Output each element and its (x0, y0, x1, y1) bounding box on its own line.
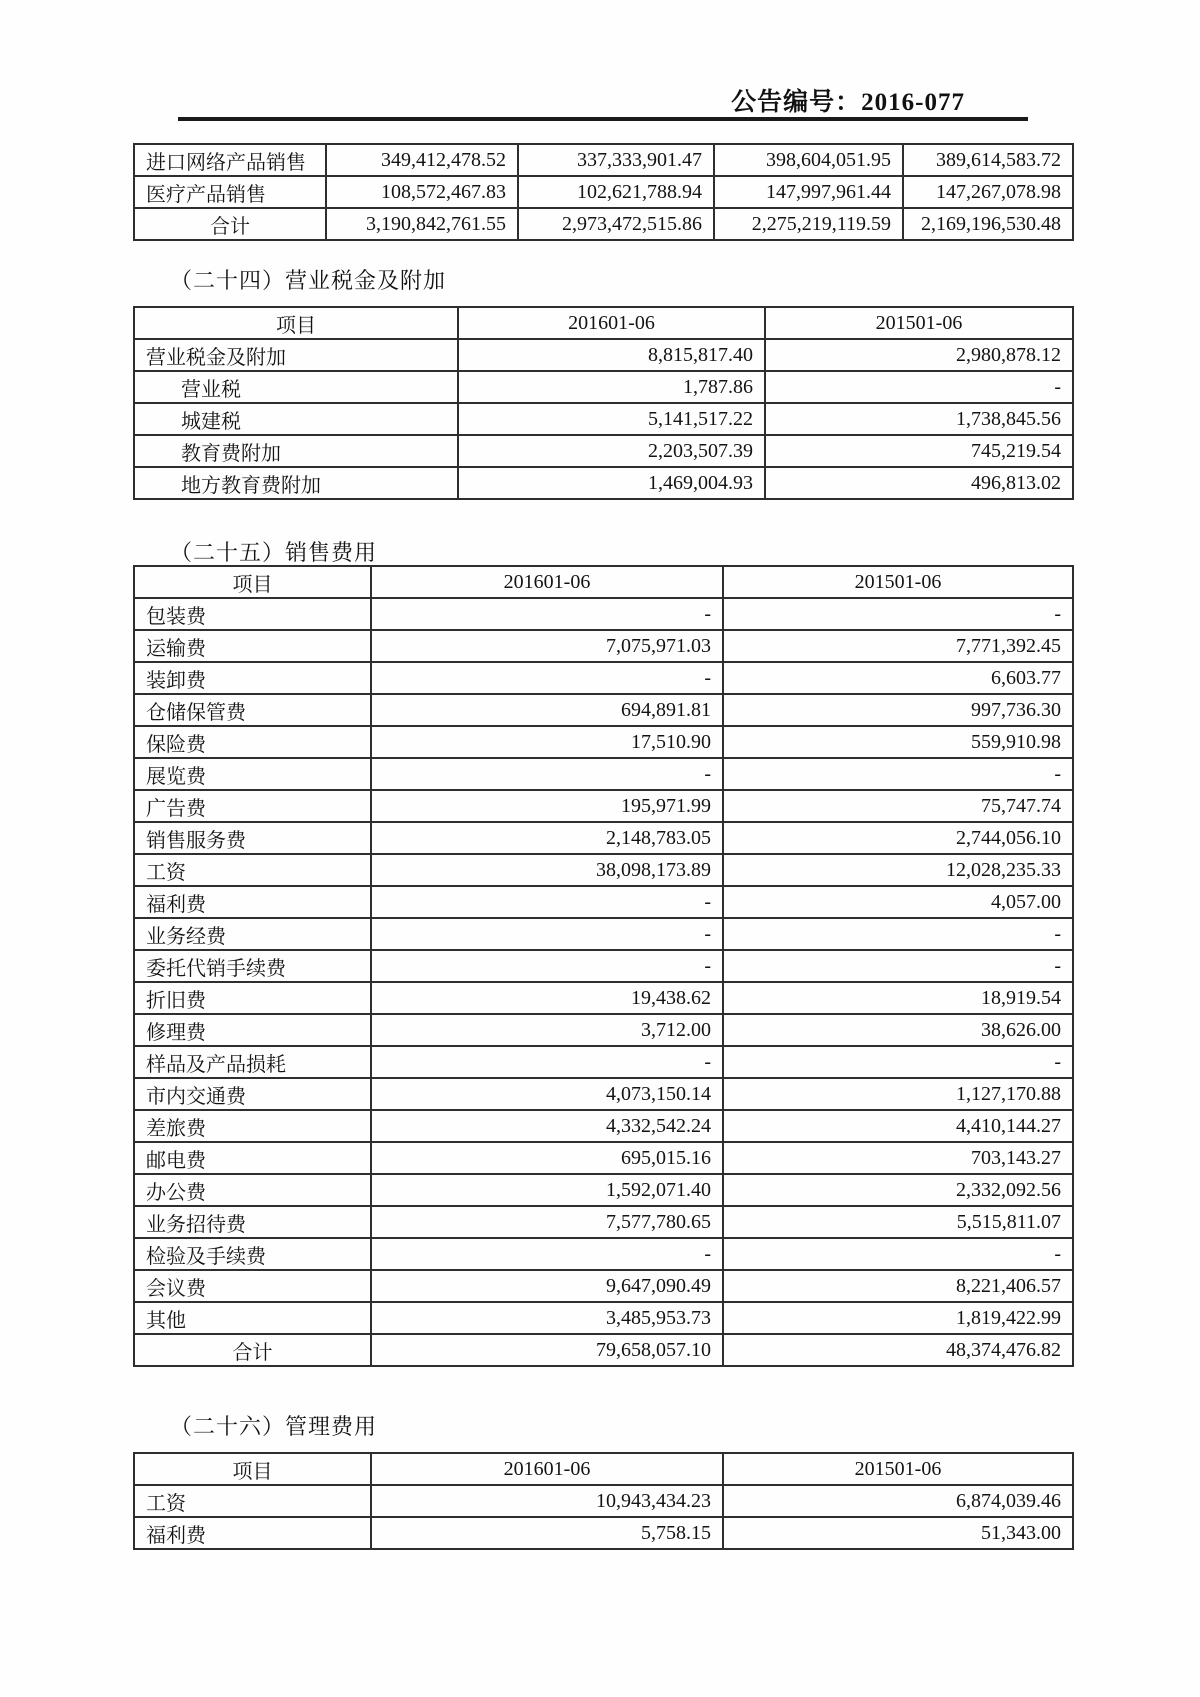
cell-value: 2,169,196,530.48 (903, 208, 1073, 240)
table-row (134, 1270, 1073, 1302)
cell-value: 997,736.30 (723, 694, 1073, 726)
table-row (134, 982, 1073, 1014)
announcement-number: 公告编号：2016-077 (731, 89, 965, 116)
revenue-continuation-table (133, 143, 1074, 241)
table-row (134, 1046, 1073, 1078)
row-label: 业务经费 (134, 918, 371, 950)
cell-value: 389,614,583.72 (903, 144, 1073, 176)
cell-value: 8,221,406.57 (723, 1270, 1073, 1302)
cell-value: 4,410,144.27 (723, 1110, 1073, 1142)
cell-value: 4,332,542.24 (371, 1110, 723, 1142)
section-title-business-tax: （二十四）营业税金及附加 (170, 268, 447, 293)
row-label: 合计 (134, 208, 326, 240)
cell-value: - (723, 950, 1073, 982)
table-row (134, 1302, 1073, 1334)
row-label: 工资 (134, 854, 371, 886)
row-label: 检验及手续费 (134, 1238, 371, 1270)
cell-value: 2,275,219,119.59 (714, 208, 903, 240)
table-row (134, 694, 1073, 726)
row-label: 营业税金及附加 (134, 339, 458, 371)
cell-value: 10,943,434.23 (371, 1485, 723, 1517)
table-row (134, 598, 1073, 630)
table-row (134, 1110, 1073, 1142)
cell-value: 2,332,092.56 (723, 1174, 1073, 1206)
cell-value: 51,343.00 (723, 1517, 1073, 1549)
table-row (134, 339, 1073, 371)
table-row (134, 1517, 1073, 1549)
cell-value: 496,813.02 (765, 467, 1073, 499)
cell-value: 7,771,392.45 (723, 630, 1073, 662)
cell-value: 38,626.00 (723, 1014, 1073, 1046)
table-row (134, 726, 1073, 758)
cell-value: - (371, 598, 723, 630)
table-row (134, 822, 1073, 854)
cell-value: 195,971.99 (371, 790, 723, 822)
table-row (134, 1078, 1073, 1110)
cell-value: - (371, 1238, 723, 1270)
cell-value: 9,647,090.49 (371, 1270, 723, 1302)
cell-value: 695,015.16 (371, 1142, 723, 1174)
row-label: 其他 (134, 1302, 371, 1334)
row-label: 包装费 (134, 598, 371, 630)
cell-value: 18,919.54 (723, 982, 1073, 1014)
cell-value: 1,787.86 (458, 371, 765, 403)
row-label: 委托代销手续费 (134, 950, 371, 982)
column-header: 项目 (134, 1453, 371, 1485)
cell-value: - (723, 1238, 1073, 1270)
cell-value: 2,973,472,515.86 (518, 208, 714, 240)
cell-value: 102,621,788.94 (518, 176, 714, 208)
cell-value: 7,577,780.65 (371, 1206, 723, 1238)
cell-value: - (723, 758, 1073, 790)
cell-value: 7,075,971.03 (371, 630, 723, 662)
cell-value: - (371, 758, 723, 790)
table-row (134, 918, 1073, 950)
cell-value: 2,203,507.39 (458, 435, 765, 467)
row-label: 销售服务费 (134, 822, 371, 854)
row-label: 教育费附加 (134, 435, 458, 467)
table-row (134, 790, 1073, 822)
cell-value: 147,267,078.98 (903, 176, 1073, 208)
cell-value: 75,747.74 (723, 790, 1073, 822)
cell-value: 3,712.00 (371, 1014, 723, 1046)
cell-value: 17,510.90 (371, 726, 723, 758)
cell-value: 1,127,170.88 (723, 1078, 1073, 1110)
row-label: 地方教育费附加 (134, 467, 458, 499)
table-row (134, 435, 1073, 467)
cell-value: 2,148,783.05 (371, 822, 723, 854)
table-row (134, 630, 1073, 662)
cell-value: 6,874,039.46 (723, 1485, 1073, 1517)
table-row (134, 467, 1073, 499)
cell-value: 38,098,173.89 (371, 854, 723, 886)
cell-value: 48,374,476.82 (723, 1334, 1073, 1366)
row-label: 医疗产品销售 (134, 176, 326, 208)
cell-value: 19,438.62 (371, 982, 723, 1014)
table-header-row (134, 566, 1073, 598)
column-header: 201501-06 (723, 1453, 1073, 1485)
table-row (134, 886, 1073, 918)
row-label: 办公费 (134, 1174, 371, 1206)
row-label: 会议费 (134, 1270, 371, 1302)
section-title-admin-expenses: （二十六）管理费用 (170, 1414, 378, 1439)
table-row (134, 1334, 1073, 1366)
cell-value: - (723, 1046, 1073, 1078)
cell-value: 3,190,842,761.55 (326, 208, 518, 240)
row-label: 修理费 (134, 1014, 371, 1046)
row-label: 合计 (134, 1334, 371, 1366)
row-label: 装卸费 (134, 662, 371, 694)
table-row (134, 662, 1073, 694)
cell-value: - (371, 1046, 723, 1078)
cell-value: 2,980,878.12 (765, 339, 1073, 371)
table-header-row (134, 307, 1073, 339)
cell-value: 2,744,056.10 (723, 822, 1073, 854)
header-divider (178, 117, 1028, 121)
row-label: 市内交通费 (134, 1078, 371, 1110)
cell-value: 745,219.54 (765, 435, 1073, 467)
column-header: 201601-06 (458, 307, 765, 339)
cell-value: 108,572,467.83 (326, 176, 518, 208)
cell-value: 1,738,845.56 (765, 403, 1073, 435)
section-title-selling-expenses: （二十五）销售费用 (170, 540, 378, 565)
cell-value: 703,143.27 (723, 1142, 1073, 1174)
row-label: 保险费 (134, 726, 371, 758)
table-row (134, 144, 1073, 176)
row-label: 福利费 (134, 1517, 371, 1549)
table-row (134, 208, 1073, 240)
cell-value: 1,592,071.40 (371, 1174, 723, 1206)
table-row (134, 1142, 1073, 1174)
cell-value: 5,515,811.07 (723, 1206, 1073, 1238)
row-label: 工资 (134, 1485, 371, 1517)
cell-value: - (723, 598, 1073, 630)
table-row (134, 371, 1073, 403)
cell-value: 337,333,901.47 (518, 144, 714, 176)
table-row (134, 403, 1073, 435)
column-header: 项目 (134, 566, 371, 598)
table-row (134, 1014, 1073, 1046)
table-row (134, 950, 1073, 982)
row-label: 仓储保管费 (134, 694, 371, 726)
cell-value: - (371, 918, 723, 950)
cell-value: 79,658,057.10 (371, 1334, 723, 1366)
cell-value: 6,603.77 (723, 662, 1073, 694)
cell-value: - (371, 950, 723, 982)
column-header: 项目 (134, 307, 458, 339)
cell-value: 4,057.00 (723, 886, 1073, 918)
cell-value: 4,073,150.14 (371, 1078, 723, 1110)
column-header: 201601-06 (371, 566, 723, 598)
cell-value: 5,758.15 (371, 1517, 723, 1549)
row-label: 运输费 (134, 630, 371, 662)
table-row (134, 1206, 1073, 1238)
table-row (134, 1485, 1073, 1517)
row-label: 邮电费 (134, 1142, 371, 1174)
row-label: 广告费 (134, 790, 371, 822)
table-row (134, 1174, 1073, 1206)
cell-value: 559,910.98 (723, 726, 1073, 758)
cell-value: - (371, 886, 723, 918)
table-row (134, 1238, 1073, 1270)
cell-value: 8,815,817.40 (458, 339, 765, 371)
row-label: 城建税 (134, 403, 458, 435)
cell-value: 5,141,517.22 (458, 403, 765, 435)
cell-value: 147,997,961.44 (714, 176, 903, 208)
cell-value: 12,028,235.33 (723, 854, 1073, 886)
cell-value: 349,412,478.52 (326, 144, 518, 176)
table-row (134, 854, 1073, 886)
row-label: 差旅费 (134, 1110, 371, 1142)
row-label: 营业税 (134, 371, 458, 403)
selling-expenses-table (133, 565, 1074, 1367)
column-header: 201601-06 (371, 1453, 723, 1485)
row-label: 展览费 (134, 758, 371, 790)
row-label: 业务招待费 (134, 1206, 371, 1238)
cell-value: - (371, 662, 723, 694)
cell-value: - (765, 371, 1073, 403)
cell-value: 1,819,422.99 (723, 1302, 1073, 1334)
table-row (134, 758, 1073, 790)
table-row (134, 176, 1073, 208)
cell-value: 398,604,051.95 (714, 144, 903, 176)
column-header: 201501-06 (723, 566, 1073, 598)
table-header-row (134, 1453, 1073, 1485)
row-label: 样品及产品损耗 (134, 1046, 371, 1078)
row-label: 进口网络产品销售 (134, 144, 326, 176)
cell-value: 694,891.81 (371, 694, 723, 726)
column-header: 201501-06 (765, 307, 1073, 339)
row-label: 折旧费 (134, 982, 371, 1014)
business-tax-table (133, 306, 1074, 500)
cell-value: - (723, 918, 1073, 950)
cell-value: 1,469,004.93 (458, 467, 765, 499)
row-label: 福利费 (134, 886, 371, 918)
admin-expenses-table (133, 1452, 1074, 1550)
cell-value: 3,485,953.73 (371, 1302, 723, 1334)
